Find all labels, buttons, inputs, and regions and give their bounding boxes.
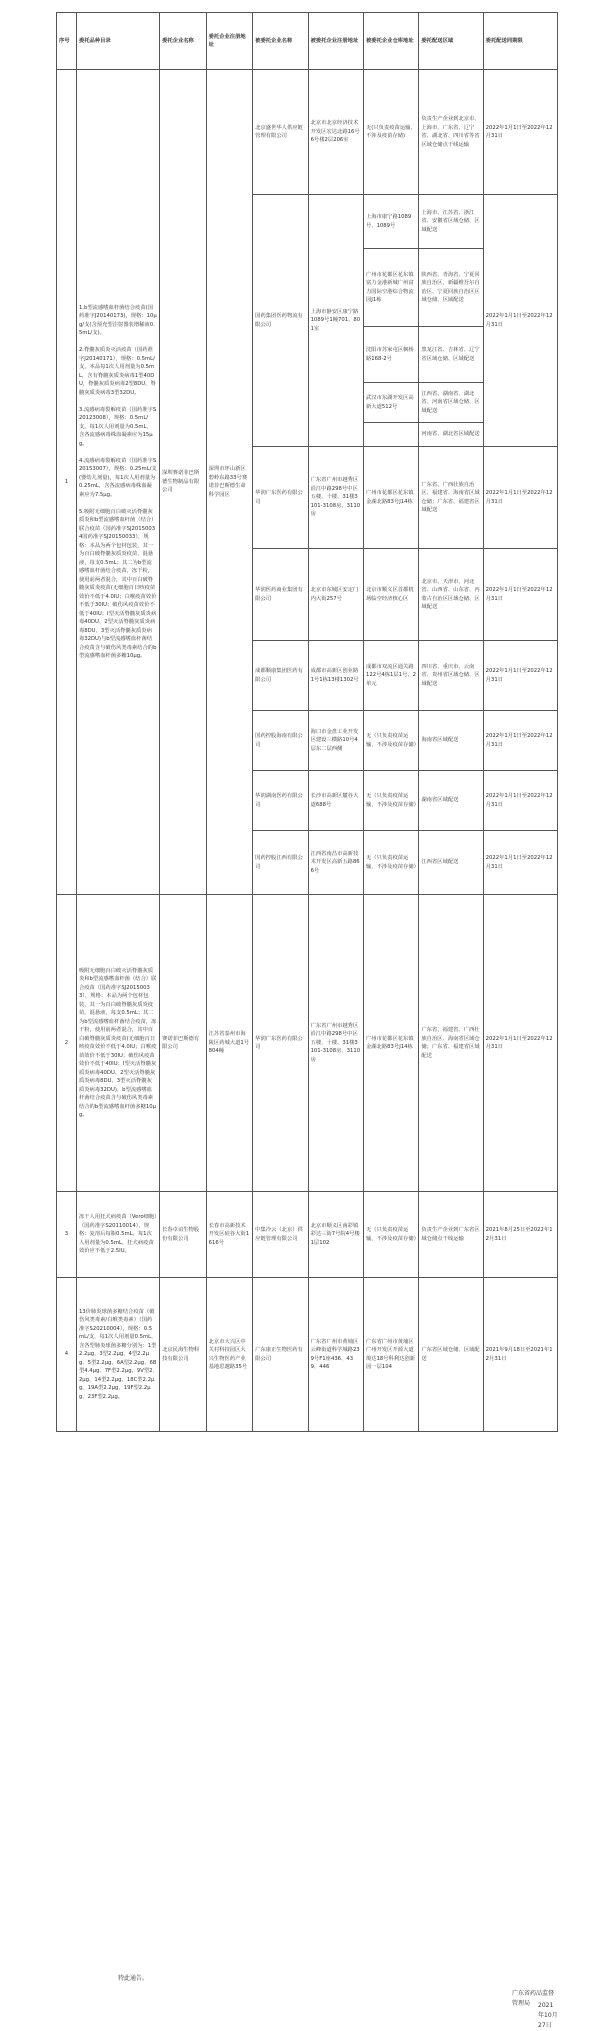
area-cell: 江西省、湖南省、湖北省、河南省区域仓储、区域配送 (419, 383, 483, 423)
warehouse-cell: 武汉市东湖开发区高新大道512号 (363, 383, 418, 423)
issue-date: 2021年10月27日 (538, 2002, 558, 2029)
catalog-cell: 13价肺炎球菌多糖结合疫苗（破伤风类毒素/白喉类毒素）（国药准字S20210004），规格：0.5mL/支，每1次人用剂量0.5mL，含各型肺炎球菌多糖分别为：1型2.2μg、3型2.2μg、4型2.2μg、5型2.2μg、6A型2.2μg、6B型4.4μg、7F型2.2μg、9V型2.2μg、14型2.2μg、18C型2.2μg、19A型2.2μg、19F型2.2μg、23F型2.2μg。 (76, 1278, 159, 1432)
agent-name-cell: 成都顺康集团医药有限公司 (253, 641, 308, 711)
warehouse-cell: 广州市花都区花东镇富力金港新城广州富力国际空港综合物流园J1栋 (363, 249, 418, 327)
document (56, 12, 558, 2029)
area-cell: 广东省区域仓储、区域配送 (419, 1278, 483, 1432)
term-cell: 2021年8月25日至2022年12月31日 (483, 1192, 557, 1278)
warehouse-cell: 成都市双流区通关路122号4栋1层1号、2单元 (363, 641, 418, 711)
agent-address-cell: 成都市高新区创业路1号1栋13楼1302号 (308, 641, 363, 711)
agent-name-cell: 华润医药商业集团有限公司 (253, 549, 308, 641)
agent-name-cell: 广东康正生物医药有限公司 (253, 1278, 308, 1432)
client-address-cell: 深圳市坪山新区碧岭东路33号赛诺菲巴斯德生命科学园区 (206, 70, 253, 895)
col-header-agent: 被委托企业名称 (253, 13, 308, 70)
agent-address-cell: 上海市静安区康宁路1089号1幢701、801室 (308, 195, 363, 447)
header-row (57, 13, 558, 70)
table-row (57, 1278, 558, 1432)
entrust-table (56, 12, 558, 1432)
client-address-cell: 江苏省泰州市海陵区药城大道1号804幢 (206, 895, 253, 1192)
agent-address-cell: 广东省广州市黄埔区云峰街道科学城路239号F1座436、439、446 (308, 1278, 363, 1432)
warehouse-cell: 上海市康宁路1089号、1089号 (363, 195, 418, 249)
agent-address-cell: 广东省广州市越秀区沿江中路298号中区五楼、十楼、31楼3101-3108房、3110房 (308, 447, 363, 549)
client-address-cell: 北京市大兴区中关村科技园区大兴生物医药产业基地思邈路35号 (206, 1278, 253, 1432)
agent-name-cell: 北京盛世华人供应链管理有限公司 (253, 70, 308, 195)
area-cell: 负责生产企业到北京市、上海市、广东省、辽宁省、湖北省、四川省等省区域仓储点干线运输 (419, 70, 483, 195)
warehouse-cell: 无（只负责疫苗运输，不涉及疫苗存储） (363, 711, 418, 771)
area-cell: 四川省、重庆市、云南省、贵州省区域仓储、区域配送 (419, 641, 483, 711)
agent-address-cell: 北京市东城区安定门内大街257号 (308, 549, 363, 641)
term-cell: 2022年1月1日至2022年12月31日 (483, 831, 557, 895)
area-cell: 北京市、天津市、河北省、山西省、山东省、内蒙古自治区区域仓储、区域配送 (419, 549, 483, 641)
warehouse-cell: 无（只负责疫苗运输，不涉及疫苗存储） (363, 831, 418, 895)
area-cell: 江西省区域配送 (419, 831, 483, 895)
agent-address-cell: 江西省南昌市高新技术开发区高新五路866号 (308, 831, 363, 895)
client-name-cell: 深圳赛诺菲巴斯德生物制品有限公司 (160, 70, 207, 895)
agent-address-cell: 海口市金盘工业开发区建设三横路10号4层东二层西侧 (308, 711, 363, 771)
col-header-catalog: 委托品种目录 (76, 13, 159, 70)
client-name-cell: 北京民海生物科技有限公司 (160, 1278, 207, 1432)
warehouse-cell: 广州市花都区花东镇金湖北路83号J14栋 (363, 447, 418, 549)
catalog-cell: 1.b型流感嗜血杆菌结合疫苗(国药准字J20140173)，规格：10μg/支(含预充型注射器装增稀液0.5mL/支)。 2.脊髓灰质炎灭活疫苗（国药准字J20140171），规格：0.5mL/支，本品每1次人用剂量为0.5mL，含有脊髓灰质炎病毒1型40DU，脊髓灰质炎病毒2型8DU，脊髓灰质炎病毒3型32DU。 3.流感病毒裂解疫苗（国药准字S20123008），规格：0.5mL/支，每1次人用剂量为0.5mL，含各流感病毒株血凝素应为15μg。 4.流感病毒裂解疫苗（国药准字S20153007），规格：0.25mL/支(婴幼儿剂量)，每1次人用剂量为0.25mL，含各流感病毒株血凝素应为7.5μg。 5.吸附无细胞百白破灭活脊髓灰质炎和b型流感嗜血杆菌（结合）联合疫苗（国药准字SJ20150034国药准字SJ20150033），规格：本品为两个包材包装，其一为百白破脊髓灰质炎疫苗，混悬液，每支0.5mL；其二为b型流感嗜血杆菌结合疫苗，冻干粉，使用前两者混合，其中百白破脊髓灰质炎疫苗(无细胞百日咳疫苗效价不低于4.0IU；白喉疫苗效价不低于30IU；破伤风疫苗效价不低于40IU；I型灭活脊髓灰质炎病毒40DU、2型灭活脊髓灰质炎病毒8DU、3型灭活脊髓灰质炎病毒32DU)与b型流感嗜血杆菌结合疫苗含与破伤风类毒素结合的b型流感嗜血杆菌多糖10μg。 (76, 70, 159, 895)
warehouse-cell: 无(只负责疫苗运输，不涉及疫苗存储) (363, 70, 418, 195)
client-name-cell: 长春卓谊生物股份有限公司 (160, 1192, 207, 1278)
term-cell: 2022年1月1日至2022年12月31日 (483, 771, 557, 831)
term-cell: 2021年9月18日至2021年12月31日 (483, 1278, 557, 1432)
agent-name-cell: 华润湖南医药有限公司 (253, 771, 308, 831)
row-number: 1 (57, 70, 77, 895)
col-header-area: 委托配送区域 (419, 13, 483, 70)
issuer: 广东省药品监督管理局 (512, 1990, 555, 2007)
area-cell: 河南省、湖北省区域配送 (419, 423, 483, 447)
col-header-no: 序号 (57, 13, 77, 70)
term-cell: 2022年1月1日至2022年12月31日 (483, 195, 557, 447)
row-number: 2 (57, 895, 77, 1192)
warehouse-cell: 广州市花都区花东镇金湖北路83号J14栋 (363, 895, 418, 1192)
catalog-cell: 吸附无细胞百白破灭活脊髓灰质炎和b型流感嗜血杆菌（结合）联合疫苗（国药准字SJ20150033），规格：本品为两个包材包装，其一为百白破脊髓灰质炎疫苗，混悬液，每支0.5mL；其二为b型流感嗜血杆菌结合疫苗，冻干粉，使用前两者混合，其中百白破脊髓灰质炎疫苗(无细胞百日咳疫苗效价不低于4.0IU；白喉疫苗效价不低于30IU；破伤风疫苗效价不低于40IU；I型灭活脊髓灰质炎病毒40DU、2型灭活脊髓灰质炎病毒8DU、3型灭活脊髓灰质炎病毒32DU)，b型流感嗜血杆菌结合疫苗含与破伤风类毒素结合的b型流感嗜血杆菌多糖10μg。 (76, 895, 159, 1192)
row-number: 3 (57, 1192, 77, 1278)
area-cell: 广东省、广西壮族自治区、福建省、海南省区域仓储；广东省、福建省区域配送 (419, 447, 483, 549)
agent-address-cell: 长沙市高新区麓谷大道688号 (308, 771, 363, 831)
table-row (57, 1192, 558, 1278)
term-cell: 2022年1月1日至2022年12月31日 (483, 711, 557, 771)
area-cell: 广东省、福建省、广西壮族自治区、海南省区域仓储；广东省、福建省区域配送 (419, 895, 483, 1192)
col-header-term: 委托配送同期限 (483, 13, 557, 70)
row-number: 4 (57, 1278, 77, 1432)
table-row (57, 895, 558, 1192)
agent-name-cell: 华润广东医药有限公司 (253, 895, 308, 1192)
agent-name-cell: 华润广东医药有限公司 (253, 447, 308, 549)
agent-name-cell: 国药控股江西有限公司 (253, 831, 308, 895)
closing-note: 特此通告。 (118, 1975, 149, 1982)
term-cell: 2022年1月1日至2022年12月31日 (483, 641, 557, 711)
term-cell: 2022年1月1日至2022年12月31日 (483, 549, 557, 641)
warehouse-cell: 无（只负责疫苗运输，不涉及疫苗存储） (363, 771, 418, 831)
warehouse-cell: 广东省广州市黄埔区广州开发区开源大道境达18号科利达创新园一层104 (363, 1278, 418, 1432)
term-cell: 2022年1月1日至2022年12月31日 (483, 447, 557, 549)
agent-address-cell: 广东省广州市越秀区沿江中路298号中区五楼、十楼、31楼3101-3108房、3110房 (308, 895, 363, 1192)
agent-name-cell: 国药集团医药物流有限公司 (253, 195, 308, 447)
area-cell: 海南省区域配送 (419, 711, 483, 771)
area-cell: 黑龙江省、吉林省、辽宁省区域仓储、区域配送 (419, 327, 483, 383)
col-header-client: 委托企业名称 (160, 13, 207, 70)
warehouse-cell: 沈阳市苏家屯区枫杨路168-2号 (363, 327, 418, 383)
warehouse-cell (363, 423, 418, 447)
col-header-agent-addr: 被委托企业注册地址 (308, 13, 363, 70)
client-name-cell: 赛诺菲巴斯德有限公司 (160, 895, 207, 1192)
client-address-cell: 长春市高新技术开发区硅谷大街1616号 (206, 1192, 253, 1278)
term-cell: 2022年1月1日至2022年12月31日 (483, 895, 557, 1192)
warehouse-cell: 北京市顺义区首都机场临空经济核心区 (363, 549, 418, 641)
area-cell: 上海市、江苏省、浙江省、安徽省区域仓储、区域配送 (419, 195, 483, 249)
catalog-cell: 冻干人用狂犬病疫苗（Vero细胞）（国药准字S20110014），规格：复溶后每瓶0.5mL，每1次人用剂量为0.5mL，狂犬病疫苗效价应不低于2.5IU。 (76, 1192, 159, 1278)
col-header-client-addr: 委托企业注册地址 (206, 13, 253, 70)
area-cell: 湖南省区域配送 (419, 771, 483, 831)
agent-address-cell: 北京市北京经济技术开发区宏达北路16号6号楼2层206室 (308, 70, 363, 195)
col-header-warehouse: 被委托企业仓库地址 (363, 13, 418, 70)
agent-name-cell: 中集冷云（北京）供应链管理有限公司 (253, 1192, 308, 1278)
term-cell: 2022年1月1日至2022年12月31日 (483, 70, 557, 195)
area-cell: 负责生产企业到广东省区域仓储点干线运输 (419, 1192, 483, 1278)
table-row (57, 70, 558, 195)
warehouse-cell: 无（只负责疫苗运输，不涉及疫苗存储） (363, 1192, 418, 1278)
agent-address-cell: 北京市顺义区南彩镇彩达三街7号院4号楼1层102 (308, 1192, 363, 1278)
agent-name-cell: 国药控股海南有限公司 (253, 711, 308, 771)
area-cell: 陕西省、青海省、宁夏回族自治区、新疆维吾尔自治区、宁夏回族自治区区域仓储、区域配送 (419, 249, 483, 327)
